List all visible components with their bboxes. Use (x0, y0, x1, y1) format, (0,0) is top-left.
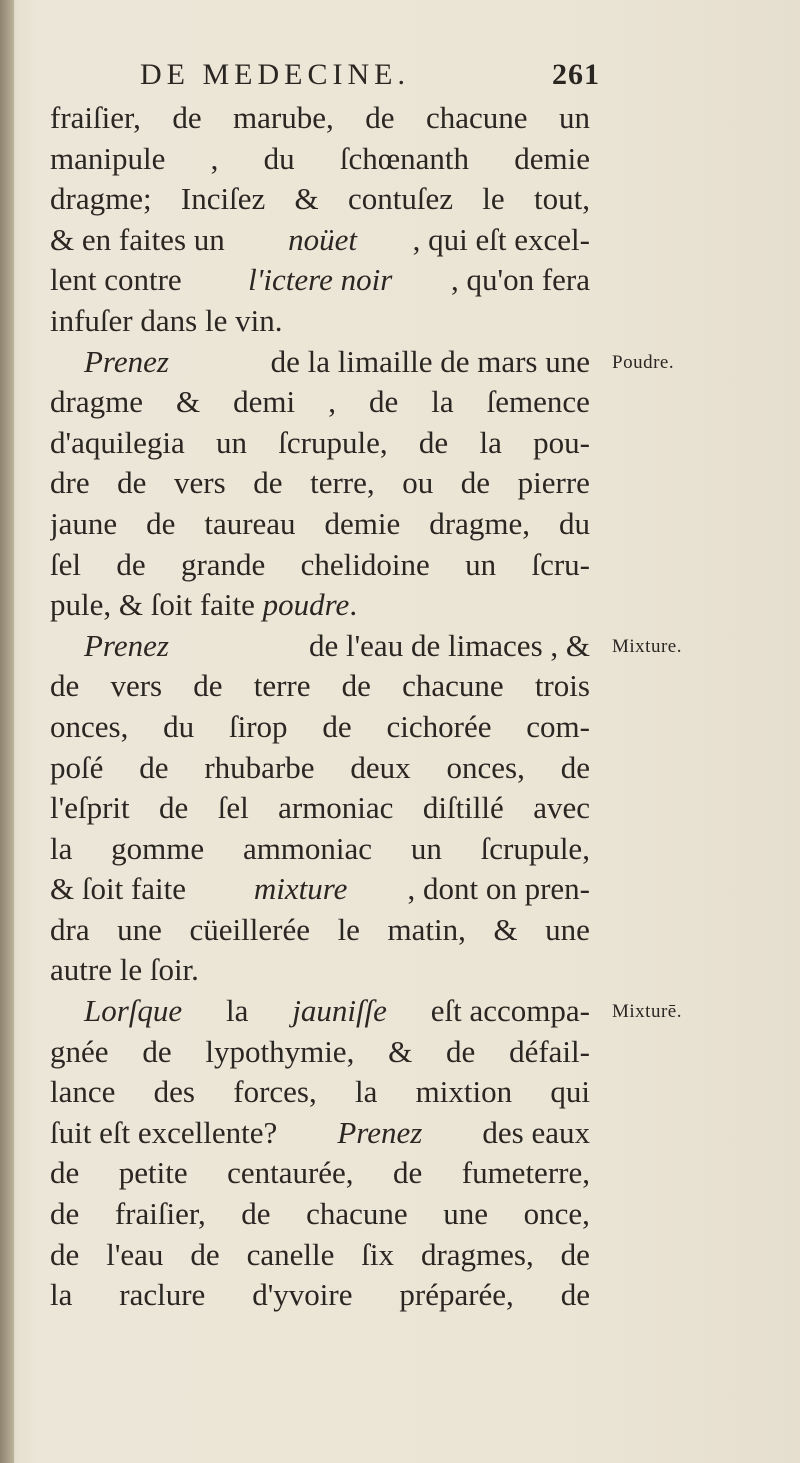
text-line (50, 139, 590, 180)
italic-term: mixture (253, 871, 348, 907)
text-line (50, 1113, 590, 1154)
text-run: d'aquilegia un ſcrupule, de la pou- (50, 424, 590, 460)
text-line (50, 1032, 590, 1073)
text-run: des eaux (474, 1114, 590, 1150)
italic-term: poudre (262, 587, 350, 623)
text-line (50, 382, 590, 423)
text-run: eſt accompa- (423, 993, 590, 1029)
body-text (50, 98, 590, 1316)
italic-term: jauniſſe (292, 993, 387, 1029)
text-line (50, 260, 590, 301)
text-line (50, 545, 590, 586)
text-run: l'eſprit de ſel armoniac diſtillé avec (50, 790, 590, 826)
text-run: . (349, 587, 358, 623)
text-run: jaune de taureau demie dragme, du (50, 505, 590, 541)
text-run: gnée de lypothymie, & de défail- (50, 1033, 590, 1069)
running-title: DE MEDECINE. (140, 58, 410, 91)
text-line (50, 220, 590, 261)
text-line (50, 1275, 590, 1316)
text-line (50, 666, 590, 707)
text-line (50, 910, 590, 951)
page-header (140, 58, 600, 98)
text-run: de vers de terre de chacune trois (50, 668, 590, 704)
text-run: de l'eau de canelle ſix dragmes, de (50, 1236, 590, 1272)
margin-note: Poudre. (612, 351, 675, 373)
text-line (50, 869, 590, 910)
text-line (50, 301, 590, 342)
text-run: poſé de rhubarbe deux onces, de (50, 749, 590, 785)
text-run: autre le ſoir. (50, 952, 199, 988)
text-line (50, 991, 590, 1032)
text-run: & ſoit faite (50, 871, 194, 907)
text-line (50, 788, 590, 829)
text-run: de fraiſier, de chacune une once, (50, 1196, 590, 1232)
text-run: de la limaille de mars une (262, 343, 590, 379)
text-run: la (218, 993, 257, 1029)
text-run: dre de vers de terre, ou de pierre (50, 465, 590, 501)
text-run: la gomme ammoniac un ſcrupule, (50, 830, 590, 866)
text-line (50, 626, 590, 667)
text-run: fraiſier, de marube, de chacune un (50, 100, 590, 135)
italic-term: noüet (288, 221, 358, 257)
text-line (50, 707, 590, 748)
margin-note: Mixturē. (612, 1001, 682, 1023)
text-line (50, 1153, 590, 1194)
text-run: & en faites un (50, 221, 233, 257)
text-line (50, 179, 590, 220)
text-run: dra une cüeillerée le matin, & une (50, 911, 590, 947)
margin-note: Mixture. (612, 635, 682, 657)
text-line (50, 463, 590, 504)
text-run: lent contre (50, 262, 190, 298)
text-line (50, 342, 590, 383)
text-run: , qu'on fera (450, 262, 590, 298)
text-line (50, 423, 590, 464)
italic-term: Prenez (337, 1114, 423, 1150)
italic-term: Prenez (84, 627, 169, 663)
text-run: onces, du ſirop de cichorée com- (50, 708, 590, 744)
text-line (50, 1235, 590, 1276)
text-line (50, 504, 590, 545)
text-run: la raclure d'yvoire préparée, de (50, 1277, 590, 1313)
text-run: ſel de grande chelidoine un ſcru- (50, 546, 590, 582)
text-line (50, 1194, 590, 1235)
text-run: manipule , du ſchœnanth demie (50, 140, 590, 176)
text-line (50, 950, 590, 991)
text-run: infuſer dans le vin. (50, 302, 283, 338)
text-line (50, 585, 590, 626)
text-run: de petite centaurée, de fumeterre, (50, 1155, 590, 1191)
text-run: dragme; Inciſez & contuſez le tout, (50, 181, 590, 217)
text-run: , qui eſt excel- (412, 221, 590, 257)
italic-term: Prenez (84, 343, 169, 379)
text-run: pule, & ſoit faite (50, 587, 263, 623)
text-run: , dont on pren- (407, 871, 590, 907)
italic-term: l'ictere noir (248, 262, 393, 298)
text-line (50, 748, 590, 789)
text-line (50, 829, 590, 870)
text-line (50, 98, 590, 139)
page-number: 261 (552, 58, 600, 91)
text-run: dragme & demi , de la ſemence (50, 384, 590, 420)
text-run: ſuit eſt excellente? (50, 1114, 285, 1150)
text-run: lance des forces, la mixtion qui (50, 1074, 590, 1110)
text-line (50, 1072, 590, 1113)
text-run: de l'eau de limaces , & (301, 627, 590, 663)
book-spine-shadow (0, 0, 14, 1463)
italic-term: Lorſque (84, 993, 183, 1029)
